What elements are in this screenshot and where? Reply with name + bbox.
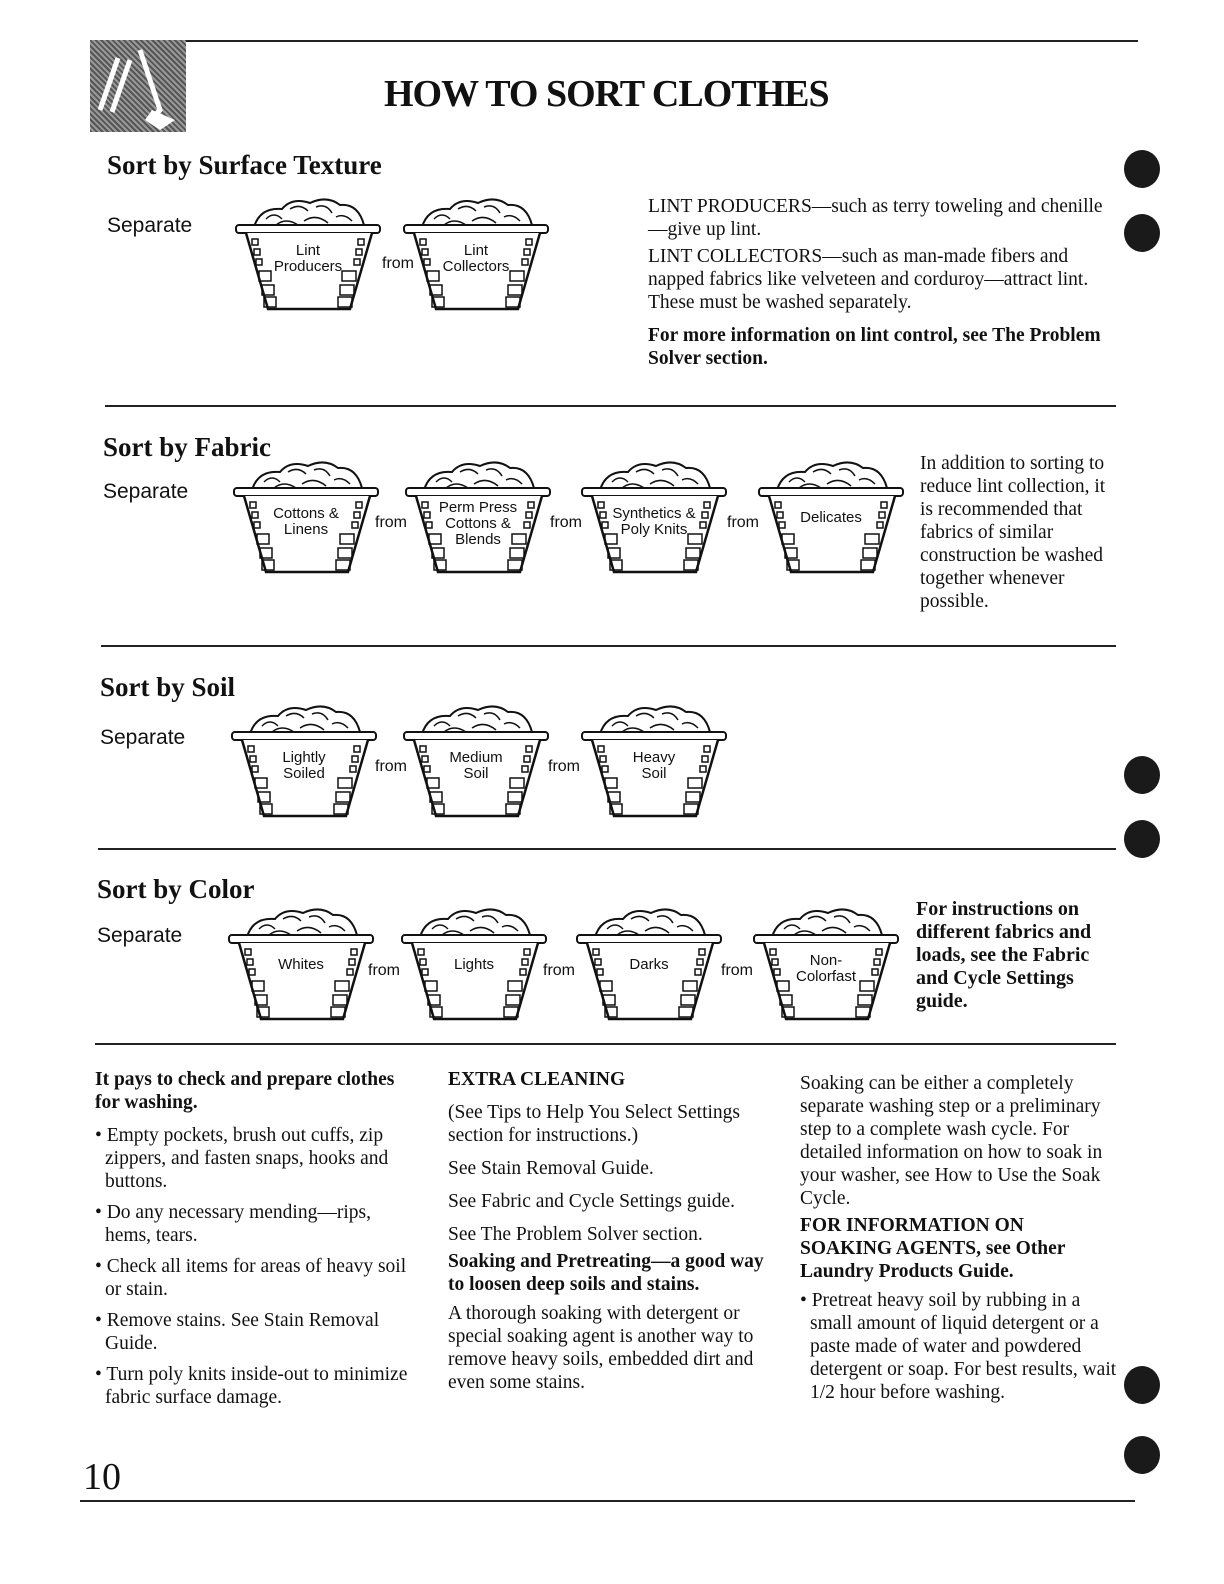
list-item: • Do any necessary mending—rips, hems, tears. xyxy=(95,1202,371,1246)
bottom-rule xyxy=(80,1500,1135,1502)
section-heading: Sort by Fabric xyxy=(103,432,271,462)
paragraph: Soaking can be either a completely separate washing step or a preliminary step to a complete wash cycle. For detailed information on how to soak in your washer, see How to Use the Soak Cycle. xyxy=(800,1073,1103,1209)
basket-label xyxy=(598,506,710,538)
laundry-basket xyxy=(400,195,552,313)
basket-label xyxy=(252,243,364,275)
from-label: from xyxy=(727,514,759,531)
basket-label xyxy=(418,957,530,973)
basket-label-line: Medium xyxy=(449,749,503,766)
laundry-basket xyxy=(578,702,730,820)
section-note xyxy=(916,898,1116,1023)
list-item: • Check all items for areas of heavy soil or stain. xyxy=(95,1256,407,1300)
section-note xyxy=(648,195,1118,380)
separate-label: Separate xyxy=(107,214,193,237)
paragraph: See The Problem Solver section. xyxy=(448,1224,703,1245)
basket-label xyxy=(422,500,534,548)
basket-label xyxy=(593,957,705,973)
from-label: from xyxy=(375,758,407,775)
separate-label: Separate xyxy=(100,726,186,749)
laundry-basket xyxy=(225,905,377,1023)
soaking-column xyxy=(800,1072,1118,1412)
section-note xyxy=(920,452,1120,623)
laundry-basket xyxy=(750,905,902,1023)
basket-label-line: Poly Knits xyxy=(620,521,688,538)
laundry-basket xyxy=(228,702,380,820)
page-title: HOW TO SORT CLOTHES xyxy=(384,73,829,115)
laundry-basket xyxy=(573,905,725,1023)
binder-hole-icon xyxy=(1124,820,1160,858)
basket-label-line: Cottons & xyxy=(445,515,511,532)
basket-label xyxy=(250,506,362,538)
from-label: from xyxy=(368,962,400,979)
binder-hole-icon xyxy=(1124,1366,1160,1404)
basket-label-line: Non- xyxy=(809,952,843,969)
section-divider xyxy=(105,405,1116,407)
extra-cleaning-heading: EXTRA CLEANING xyxy=(448,1069,626,1090)
extra-cleaning-column xyxy=(448,1068,768,1404)
basket-label-line: Linens xyxy=(283,521,329,538)
basket-label-line: Whites xyxy=(278,956,324,973)
basket-label xyxy=(598,750,710,782)
section-heading: Sort by Soil xyxy=(100,672,236,702)
note-paragraph: In addition to sorting to reduce lint collection, it is recommended that fabrics of similar construction be washed together whenever possible. xyxy=(920,453,1106,612)
basket-label-line: Producers xyxy=(273,258,343,275)
note-paragraph: LINT COLLECTORS—such as man-made fibers and napped fabrics like velveteen and corduroy—attract lint. These must be washed separately. xyxy=(648,246,1089,313)
section-heading: Sort by Color xyxy=(97,874,255,904)
laundry-basket xyxy=(755,458,907,576)
basket-label-line: Lint xyxy=(295,242,321,259)
section-divider xyxy=(98,848,1116,850)
laundry-basket xyxy=(232,195,384,313)
basket-label-line: Lights xyxy=(453,956,495,973)
from-label: from xyxy=(548,758,580,775)
binder-hole-icon xyxy=(1124,1436,1160,1474)
basket-label xyxy=(420,750,532,782)
basket-label-line: Synthetics & xyxy=(612,505,696,522)
page-number: 10 xyxy=(83,1456,121,1498)
binder-hole-icon xyxy=(1124,214,1160,252)
basket-label-line: Delicates xyxy=(800,509,862,526)
from-label: from xyxy=(375,514,407,531)
basket-label-line: Soil xyxy=(463,765,489,782)
basket-label-line: Darks xyxy=(629,956,669,973)
paragraph: Soaking and Pretreating—a good way to loosen deep soils and stains. xyxy=(448,1251,764,1295)
logo-icon xyxy=(90,40,186,132)
laundry-basket xyxy=(398,905,550,1023)
note-paragraph: For more information on lint control, see The Problem Solver section. xyxy=(648,325,1101,369)
list-item: • Turn poly knits inside-out to minimize fabric surface damage. xyxy=(95,1364,408,1408)
basket-label-line: Soiled xyxy=(283,765,325,782)
note-paragraph: For instructions on different fabrics and loads, see the Fabric and Cycle Settings guide. xyxy=(916,898,1092,1012)
list-item: • Empty pockets, brush out cuffs, zip zippers, and fasten snaps, hooks and buttons. xyxy=(95,1125,389,1192)
note-paragraph: LINT PRODUCERS—such as terry toweling and chenille—give up lint. xyxy=(648,196,1103,240)
basket-label xyxy=(775,510,887,526)
paragraph: (See Tips to Help You Select Settings section for instructions.) xyxy=(448,1102,740,1146)
binder-hole-icon xyxy=(1124,150,1160,188)
basket-label-line: Perm Press xyxy=(438,499,518,516)
paragraph: See Fabric and Cycle Settings guide. xyxy=(448,1191,736,1212)
prepare-column xyxy=(95,1068,415,1417)
separate-label: Separate xyxy=(103,480,189,503)
paragraph: FOR INFORMATION ON SOAKING AGENTS, see Other Laundry Products Guide. xyxy=(800,1215,1066,1282)
laundry-basket xyxy=(230,458,382,576)
basket-label xyxy=(770,953,882,985)
laundry-basket xyxy=(402,458,554,576)
basket-label-line: Colorfast xyxy=(795,968,857,985)
section-divider xyxy=(95,1043,1116,1045)
top-rule xyxy=(90,40,1138,42)
basket-label-line: Lightly xyxy=(282,749,326,766)
basket-label-line: Cottons & xyxy=(273,505,339,522)
basket-label xyxy=(420,243,532,275)
basket-label xyxy=(248,750,360,782)
from-label: from xyxy=(543,962,575,979)
list-item: • Remove stains. See Stain Removal Guide. xyxy=(95,1310,380,1354)
binder-hole-icon xyxy=(1124,756,1160,794)
laundry-basket xyxy=(400,702,552,820)
basket-label xyxy=(245,957,357,973)
basket-label-line: Soil xyxy=(641,765,667,782)
separate-label: Separate xyxy=(97,924,183,947)
list-item: • Pretreat heavy soil by rubbing in a small amount of liquid detergent or a paste made of water and powdered detergent or soap. For best results, wait 1/2 hour before washing. xyxy=(800,1290,1117,1403)
basket-label-line: Blends xyxy=(455,531,501,548)
basket-label-line: Heavy xyxy=(632,749,676,766)
from-label: from xyxy=(721,962,753,979)
from-label: from xyxy=(382,255,414,272)
laundry-basket xyxy=(578,458,730,576)
section-heading: Sort by Surface Texture xyxy=(107,150,382,180)
paragraph: See Stain Removal Guide. xyxy=(448,1158,654,1179)
basket-label-line: Collectors xyxy=(442,258,510,275)
paragraph: A thorough soaking with detergent or special soaking agent is another way to remove heavy soils, embedded dirt and even some stains. xyxy=(448,1303,754,1393)
section-divider xyxy=(101,645,1116,647)
prepare-heading: It pays to check and prepare clothes for washing. xyxy=(95,1069,395,1113)
basket-label-line: Lint xyxy=(463,242,489,259)
from-label: from xyxy=(550,514,582,531)
